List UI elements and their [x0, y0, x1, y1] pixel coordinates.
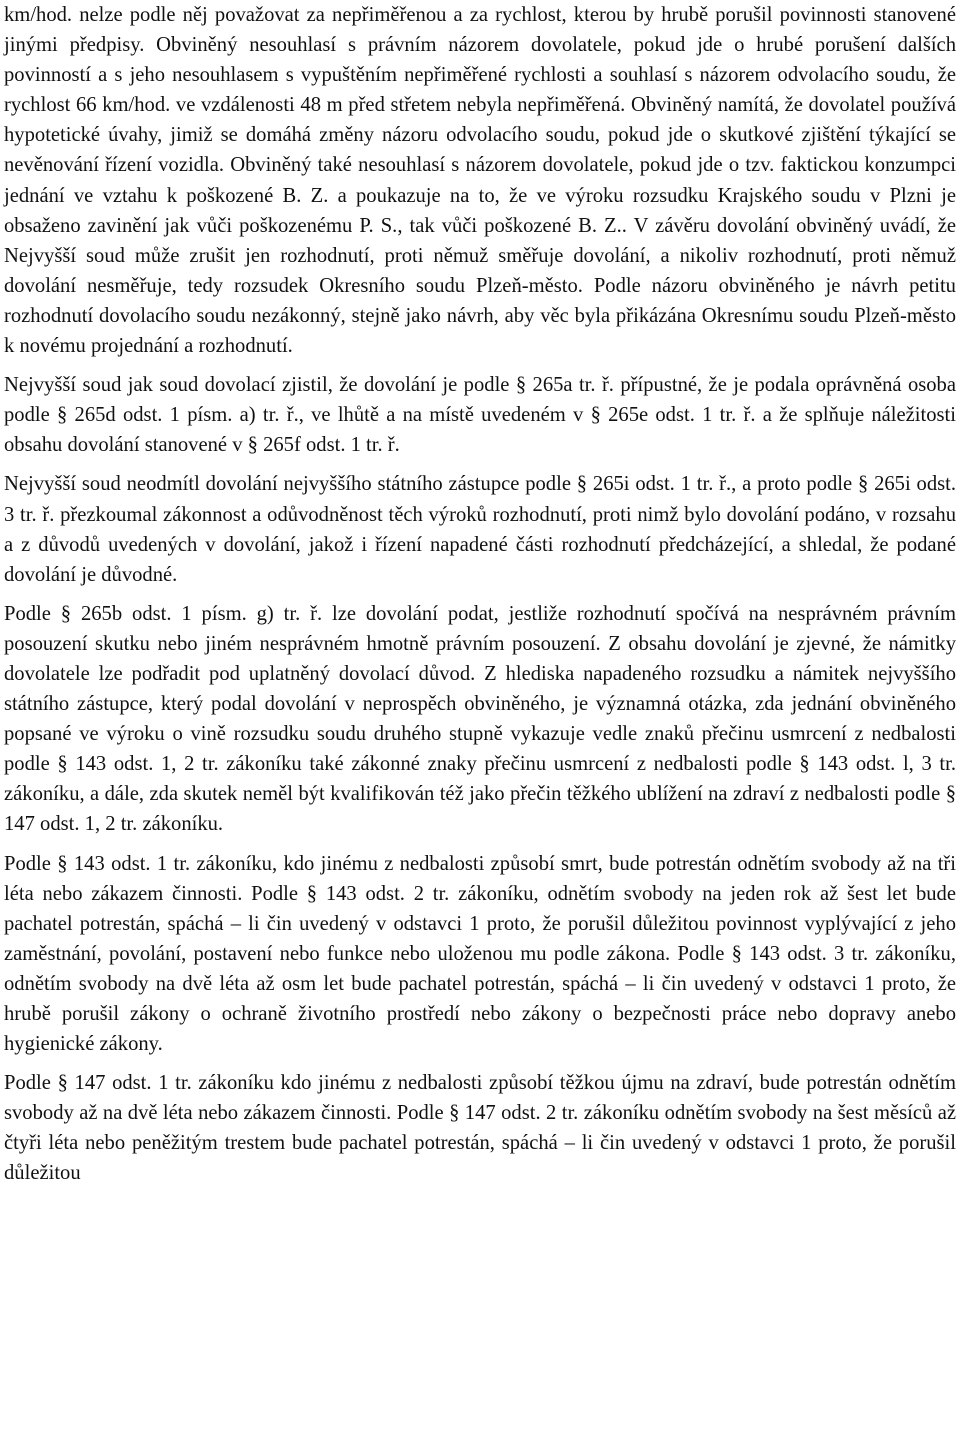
text-segment: Podle § 147 odst. 2 tr. zákoníku odnětím svobody na šest měsíců až čtyři léta nebo peněžitým trestem bude pachatel potrestán, spáchá – li čin uvedený v odstavci 1 proto, že porušil důležitou [4, 1102, 956, 1185]
text-segment: Podle § 143 odst. 3 tr. zákoníku, odnětím svobody na dvě léta až osm let bude pachatel potrestán, spáchá – li čin uvedený v odstavci 1 proto, že hrubě porušil zákony o ochraně životního prostředí nebo zákony o bezpečnosti práce nebo dopravy anebo hygienické zákony. [4, 942, 956, 1056]
text-segment: Nejvyšší soud jak soud dovolací zjistil, že dovolání je podle § 265a tr. ř. přípustné, že je podala oprávněná osoba podle § 265d odst. 1 písm. a) tr. ř., ve lhůtě a na místě uvedeném v § 265e odst. 1 tr. ř. a že splňuje náležitosti obsahu dovolání stanovené v § 265f odst. 1 tr. ř. [4, 374, 956, 457]
text-segment: Z hlediska napadeného rozsudku a námitek nejvyššího státního zástupce, který podal dovolání v neprospěch obviněného, je významná otázka, zda jednání obviněného popsané ve výroku o vině rozsudku soudu druhého stupně vykazuje vedle znaků přečinu usmrcení z nedbalosti podle § 143 odst. 1, 2 tr. zákoníku také zákonné znaky přečinu usmrcení z nedbalosti podle § 143 odst. l, 3 tr. zákoníku, a dále, zda skutek neměl být kvalifikován též jako přečin těžkého ublížení na zdraví z nedbalosti podle § 147 odst. 1, 2 tr. zákoníku. [4, 662, 957, 836]
document-page [4, 0, 956, 1189]
text-segment: Podle názoru obviněného je návrh petitu rozhodnutí dovolacího soudu nezákonný, stejně jako návrh, aby věc byla přikázána Okresnímu soudu Plzeň-město k novému projednání a rozhodnutí. [4, 274, 956, 358]
text-segment: Podle § 265b odst. 1 písm. g) tr. ř. lze dovolání podat, jestliže rozhodnutí spočívá na nesprávném právním posouzení skutku nebo jiném nesprávném hmotně právním posouzení. [4, 602, 956, 655]
paragraph-review-scope [4, 469, 956, 589]
text-segment: a poukazuje na to, že ve výroku rozsudku Krajského soudu v Plzni je obsaženo zavinění jak vůči poškozenému P. S., tak vůči poškozené B. Z.. [4, 184, 956, 237]
paragraph-admissibility [4, 370, 956, 460]
text-segment: Podle § 143 odst. 1 tr. zákoníku, kdo jinému z nedbalosti způsobí smrt, bude potrestán odnětím svobody až na tři léta nebo zákazem činnosti. [4, 852, 956, 905]
text-segment: Obviněný namítá, že dovolatel používá hypotetické úvahy, jimiž se domáhá změny názoru odvolacího soudu, pokud jde o skutkové zjištění týkající se nevěnování řízení vozidla. [4, 94, 956, 177]
text-segment: Podle § 147 odst. 1 tr. zákoníku kdo jinému z nedbalosti způsobí těžkou újmu na zdraví, bude potrestán odnětím svobody až na dvě léta nebo zákazem činnosti. [4, 1072, 956, 1125]
text-segment: Nejvyšší soud neodmítl dovolání nejvyššího státního zástupce podle § 265i odst. 1 tr. ř., a proto podle § 265i odst. 3 tr. ř. přezkoumal zákonnost a odůvodněnost těch výroků rozhodnutí, proti nimž bylo dovolání podáno, v rozsahu a z důvodů uvedených v dovolání, jakož i řízení napadené části rozhodnutí předcházející, a shledal, že podané dovolání je důvodné. [4, 473, 956, 586]
text-segment: km/hod. nelze podle něj považovat za nepřiměřenou a za rychlost, kterou by hrubě porušil povinnosti stanovené jinými předpisy. Obviněný nesouhlasí s právním názorem dovolatele, pokud jde o hrubé porušení dalších povinností a s jeho nesouhlasem s vypuštěním nepřiměřené rychlosti a souhlasí s názorem odvolacího soudu, že rychlost 66 km/hod. ve vzdálenosti 48 m před střetem nebyla nepřiměřená. [4, 4, 956, 117]
text-segment: V závěru dovolání obviněný uvádí, že Nejvyšší soud může zrušit jen rozhodnutí, proti němuž směřuje dovolání, a nikoliv rozhodnutí, proti němuž dovolání nesměřuje, tedy rozsudek Okresního soudu Plzeň-město. [4, 214, 956, 297]
text-segment: Obviněný také nesouhlasí s názorem dovolatele, pokud jde o tzv. faktickou konzumpci jednání ve vztahu k poškozené B. Z. [4, 154, 956, 207]
text-segment: Podle § 143 odst. 2 tr. zákoníku, odnětím svobody na jeden rok až šest let bude pachatel potrestán, spáchá – li čin uvedený v odstavci 1 proto, že porušil důležitou povinnost vyplývající z jeho zaměstnání, povolání, postavení nebo funkce nebo uloženou mu podle zákona. [4, 882, 956, 965]
paragraph-section-147 [4, 1068, 956, 1188]
text-segment: Z obsahu dovolání je zjevné, že námitky dovolatele lze podřadit pod uplatněný dovolací důvod. [4, 632, 957, 685]
paragraph-legal-ground [4, 599, 956, 840]
paragraph-defendant-response [4, 0, 956, 361]
paragraph-section-143 [4, 849, 956, 1060]
